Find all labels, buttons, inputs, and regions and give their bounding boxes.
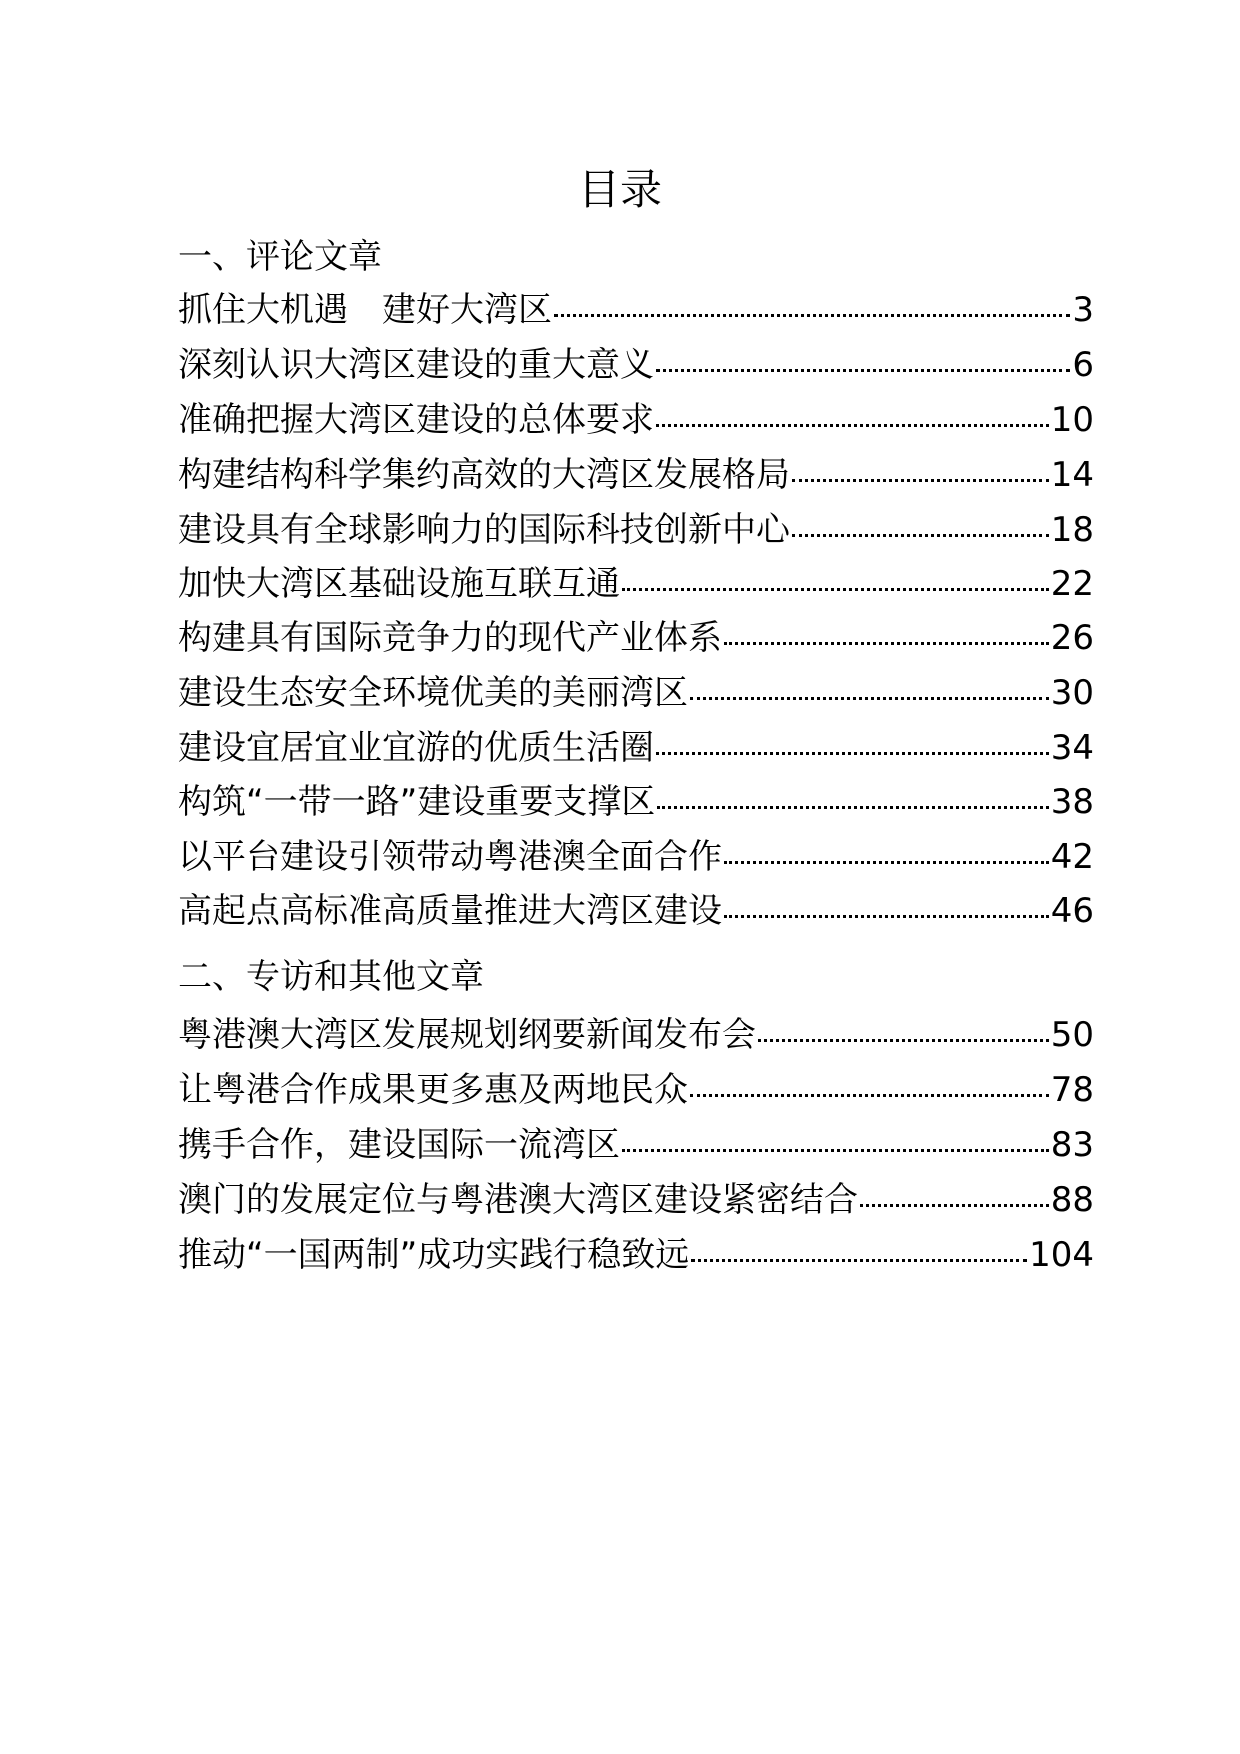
dot-leader bbox=[554, 313, 1070, 317]
toc-entry[interactable] bbox=[178, 668, 1094, 718]
toc-entry[interactable] bbox=[178, 1010, 1094, 1060]
dot-leader bbox=[622, 587, 1049, 591]
toc-entry[interactable] bbox=[178, 1120, 1094, 1170]
dot-leader bbox=[758, 1038, 1049, 1042]
toc-entry-title: 让粤港合作成果更多惠及两地民众 bbox=[178, 1070, 688, 1110]
toc-entry[interactable] bbox=[178, 450, 1094, 500]
toc-entry[interactable] bbox=[178, 1230, 1094, 1280]
toc-entry-title: 加快大湾区基础设施互联互通 bbox=[178, 564, 620, 604]
toc-page-number: 78 bbox=[1050, 1070, 1094, 1110]
toc-entry[interactable] bbox=[178, 1175, 1094, 1225]
toc-entry[interactable] bbox=[178, 613, 1094, 663]
page-title: 目录 bbox=[577, 165, 662, 214]
toc-entry-title: 以平台建设引领带动粤港澳全面合作 bbox=[178, 837, 722, 877]
dot-leader bbox=[622, 1148, 1049, 1152]
toc-entry-title: 准确把握大湾区建设的总体要求 bbox=[178, 400, 654, 440]
section-heading: 二、专访和其他文章 bbox=[178, 957, 484, 997]
toc-page-number: 14 bbox=[1050, 455, 1094, 495]
toc-entry-title: 建设生态安全环境优美的美丽湾区 bbox=[178, 673, 688, 713]
toc-page-number: 30 bbox=[1050, 673, 1094, 713]
toc-entry-title: 高起点高标准高质量推进大湾区建设 bbox=[178, 891, 722, 931]
toc-entry-title: 推动“一国两制”成功实践行稳致远 bbox=[178, 1235, 690, 1275]
toc-entry[interactable] bbox=[178, 886, 1094, 936]
dot-leader bbox=[657, 805, 1049, 809]
section-heading: 一、评论文章 bbox=[178, 237, 382, 277]
toc-entry[interactable] bbox=[178, 832, 1094, 882]
toc-entry[interactable] bbox=[178, 395, 1094, 445]
toc-entry[interactable] bbox=[178, 340, 1094, 390]
dot-leader bbox=[656, 368, 1070, 372]
toc-page-number: 34 bbox=[1050, 728, 1094, 768]
dot-leader bbox=[724, 641, 1049, 645]
toc-entry[interactable] bbox=[178, 723, 1094, 773]
toc-entry-title: 构筑“一带一路”建设重要支撑区 bbox=[178, 782, 656, 822]
dot-leader bbox=[724, 914, 1049, 918]
toc-page-number: 3 bbox=[1072, 290, 1094, 330]
dot-leader bbox=[860, 1203, 1049, 1207]
toc-entry[interactable] bbox=[178, 505, 1094, 555]
dot-leader bbox=[691, 1258, 1027, 1262]
dot-leader bbox=[724, 860, 1049, 864]
dot-leader bbox=[792, 478, 1049, 482]
toc-entry-title: 粤港澳大湾区发展规划纲要新闻发布会 bbox=[178, 1015, 756, 1055]
toc-entry[interactable] bbox=[178, 1065, 1094, 1115]
toc-entry[interactable] bbox=[178, 559, 1094, 609]
dot-leader bbox=[656, 751, 1049, 755]
dot-leader bbox=[656, 423, 1049, 427]
dot-leader bbox=[690, 696, 1049, 700]
toc-page-number: 10 bbox=[1050, 400, 1094, 440]
toc-page-number: 22 bbox=[1050, 564, 1094, 604]
toc-page-number: 26 bbox=[1050, 618, 1094, 658]
toc-entry[interactable] bbox=[178, 285, 1094, 335]
toc-entry-title: 携手合作，建设国际一流湾区 bbox=[178, 1125, 620, 1165]
toc-page-number: 18 bbox=[1050, 510, 1094, 550]
toc-page-number: 104 bbox=[1029, 1235, 1094, 1275]
toc-page-number: 38 bbox=[1050, 782, 1094, 822]
dot-leader bbox=[792, 533, 1049, 537]
toc-entry[interactable] bbox=[178, 777, 1094, 827]
toc-entry-title: 建设宜居宜业宜游的优质生活圈 bbox=[178, 728, 654, 768]
toc-page-number: 83 bbox=[1050, 1125, 1094, 1165]
toc-page-number: 6 bbox=[1072, 345, 1094, 385]
toc-entry-title: 抓住大机遇 建好大湾区 bbox=[178, 290, 552, 330]
toc-page-number: 46 bbox=[1050, 891, 1094, 931]
toc-entry-title: 深刻认识大湾区建设的重大意义 bbox=[178, 345, 654, 385]
toc-page-number: 50 bbox=[1050, 1015, 1094, 1055]
toc-page-number: 42 bbox=[1050, 837, 1094, 877]
dot-leader bbox=[690, 1093, 1049, 1097]
toc-entry-title: 构建结构科学集约高效的大湾区发展格局 bbox=[178, 455, 790, 495]
toc-entry-title: 构建具有国际竞争力的现代产业体系 bbox=[178, 618, 722, 658]
toc-entry-title: 澳门的发展定位与粤港澳大湾区建设紧密结合 bbox=[178, 1180, 858, 1220]
toc-page-number: 88 bbox=[1050, 1180, 1094, 1220]
toc-entry-title: 建设具有全球影响力的国际科技创新中心 bbox=[178, 510, 790, 550]
